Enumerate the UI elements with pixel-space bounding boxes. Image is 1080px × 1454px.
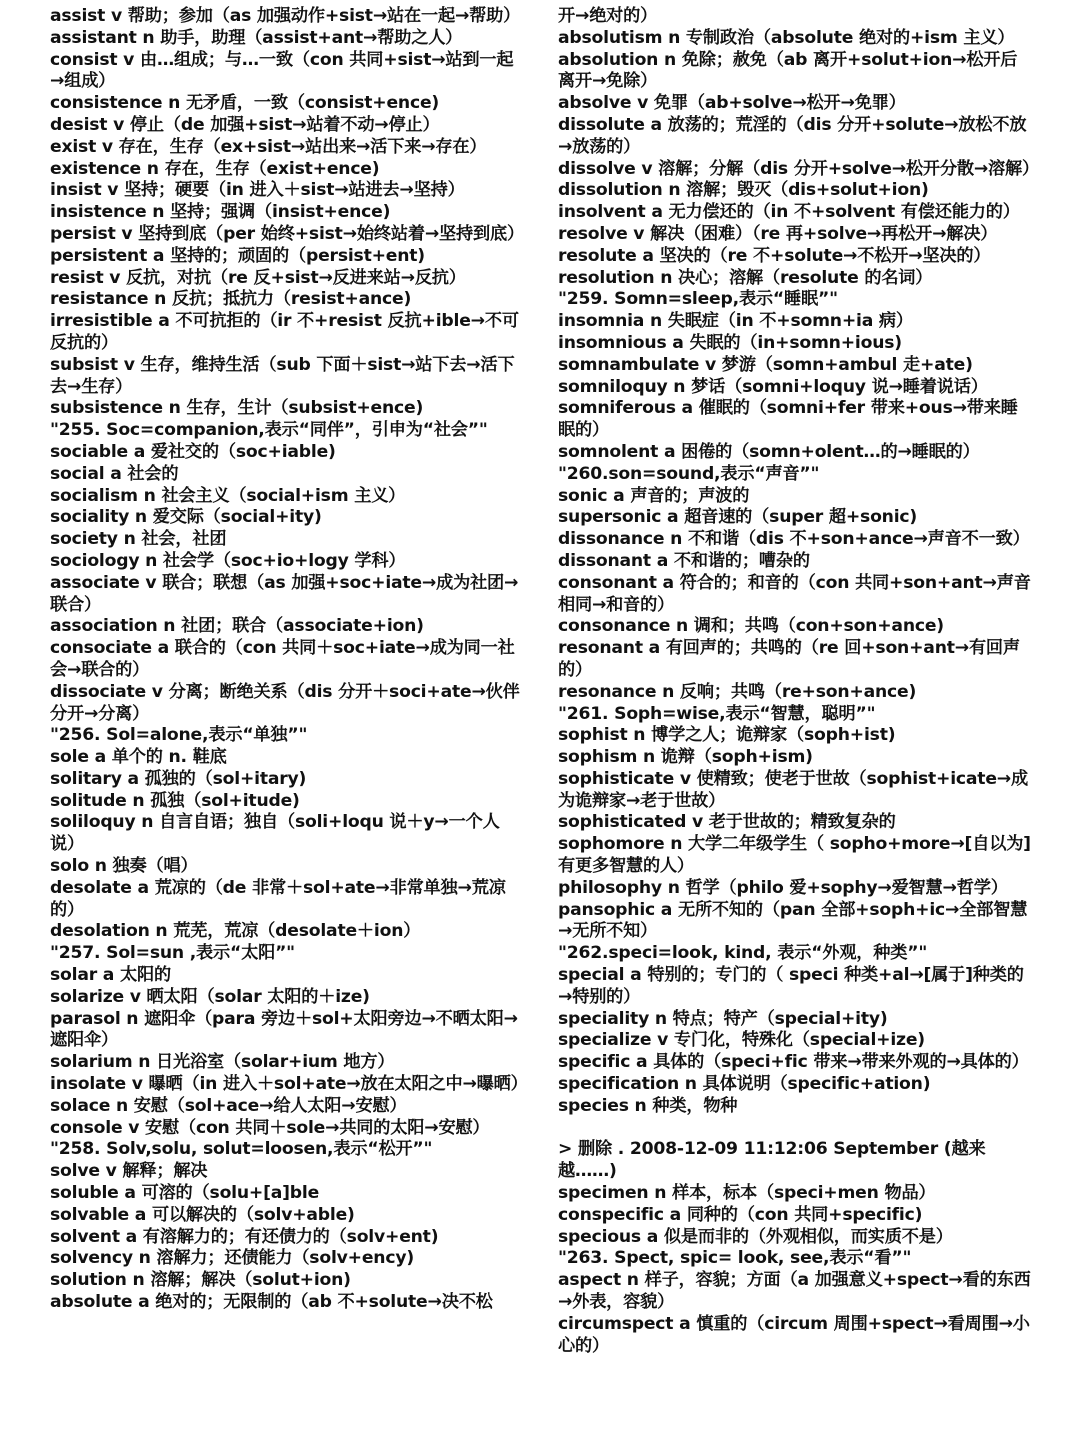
entry: subsist v 生存，维持生活（sub 下面＋sist→站下去→活下去→生存）	[50, 354, 515, 397]
entry: socialism n 社会主义（social+ism 主义）	[50, 485, 406, 506]
section-heading: "256. Sol=alone,表示“单独”"	[50, 725, 308, 746]
entry: somnambulate v 梦游（somn+ambul 走+ate)	[558, 354, 973, 375]
entry: consociate a 联合的（con 共同＋soc+iate→成为同一社会→联合的）	[50, 638, 515, 680]
entry: absolutism n 专制政治（absolute 绝对的+ism 主义）	[558, 27, 1015, 48]
entry: desist v 停止（de 加强+sist→站着不动→停止）	[50, 114, 440, 135]
entry: aspect n 样子，容貌；方面（a 加强意义+spect→看的东西→外表，容貌）	[558, 1270, 1031, 1313]
entry: dissociate v 分离；断绝关系（dis 分开＋soci+ate→伙伴分开→分离）	[50, 681, 520, 724]
entry: persistent a 坚持的；顽固的（persist+ent)	[50, 245, 425, 266]
section-heading: "258. Solv,solu, solut=loosen,表示“松开”"	[50, 1139, 433, 1160]
section-heading: "255. Soc=companion,表示“同伴”，引申为“社会”"	[50, 420, 488, 441]
entry: specialize v 专门化，特殊化（special+ize)	[558, 1030, 925, 1051]
entry: resonance n 反响；共鸣（re+son+ance)	[558, 681, 917, 702]
entry: parasol n 遮阳伞（para 旁边＋sol+太阳旁边→不晒太阳→遮阳伞）	[50, 1008, 518, 1051]
left-column	[50, 6, 528, 1314]
entry: consonant a 符合的；和音的（con 共同+son+ant→声音相同→和音的）	[558, 572, 1031, 615]
entry: supersonic a 超音速的（super 超+sonic)	[558, 507, 918, 528]
entry: insolvent a 无力偿还的（in 不+solvent 有偿还能力的）	[558, 202, 1020, 223]
entry: consistence n 无矛盾，一致（consist+ence)	[50, 93, 440, 114]
entry: solo n 独奏（唱）	[50, 856, 198, 877]
entry: dissonant a 不和谐的；嘈杂的	[558, 550, 810, 571]
section-heading: "260.son=sound,表示“声音”"	[558, 463, 820, 484]
entry: resolve v 解决（困难）（re 再+solve→再松开→解决）	[558, 223, 998, 244]
entry: solace n 安慰（sol+ace→给人太阳→安慰）	[50, 1095, 407, 1116]
entry: sophism n 诡辩（soph+ism)	[558, 747, 813, 768]
entry: absolve v 免罪（ab+solve→松开→免罪）	[558, 93, 906, 114]
section-heading: "257. Sol=sun ,表示“太阳”"	[50, 943, 295, 964]
entry: exist v 存在，生存（ex+sist→站出来→活下来→存在）	[50, 136, 487, 157]
entry: specimen n 样本，标本（speci+men 物品）	[558, 1183, 936, 1204]
entry: irresistible a 不可抗拒的（ir 不+resist 反抗+ible→不可反抗的）	[50, 311, 519, 353]
entry: sole a 单个的 n. 鞋底	[50, 747, 227, 768]
entry: 开→绝对的）	[558, 6, 658, 26]
entry: somniloquy n 梦话（somni+loquy 说→睡着说话）	[558, 376, 988, 397]
entry: philosophy n 哲学（philo 爱+sophy→爱智慧→哲学）	[558, 877, 1008, 898]
entry: insolate v 曝晒（in 进入＋sol+ate→放在太阳之中→曝晒）	[50, 1074, 528, 1095]
entry: solarize v 晒太阳（solar 太阳的＋ize)	[50, 986, 370, 1007]
entry: resistance n 反抗；抵抗力（resist+ance)	[50, 289, 412, 310]
entry: assistant n 助手，助理（assist+ant→帮助之人）	[50, 27, 463, 48]
section-heading: "261. Soph=wise,表示“智慧，聪明”"	[558, 703, 876, 724]
entry: insomnia n 失眠症（in 不+somn+ia 病）	[558, 311, 913, 332]
entry: insist v 坚持；硬要（in 进入＋sist→站进去→坚持）	[50, 180, 465, 201]
entry: insistence n 坚持；强调（insist+ence)	[50, 202, 391, 223]
entry: soluble a 可溶的（solu+[a]ble	[50, 1183, 320, 1204]
entry: soliloquy n 自言自语；独自（soli+loqu 说＋y→一个人说）	[50, 812, 500, 855]
entry: dissolution n 溶解；毁灭（dis+solut+ion)	[558, 180, 929, 201]
entry: dissonance n 不和谐（dis 不+son+ance→声音不一致）	[558, 529, 1030, 550]
delete-note: > 删除 . 2008-12-09 11:12:06 September (越来越……)	[558, 1139, 986, 1182]
entry: specific a 具体的（speci+fic 带来→带来外观的→具体的）	[558, 1052, 1029, 1073]
entry: sophist n 博学之人；诡辩家（soph+ist)	[558, 725, 896, 746]
entry: sophisticate v 使精致；使老于世故（sophist+icate→成为诡辩家→老于世故）	[558, 768, 1028, 811]
entry: solitary a 孤独的（sol+itary)	[50, 768, 307, 789]
entry: resolute a 坚决的（re 不+solute→不松开→坚决的）	[558, 245, 991, 266]
entry: console v 安慰（con 共同＋sole→共同的太阳→安慰）	[50, 1117, 490, 1138]
entry: social a 社会的	[50, 463, 179, 484]
entry: specious a 似是而非的（外观相似，而实质不是）	[558, 1226, 953, 1247]
entry: subsistence n 生存，生计（subsist+ence)	[50, 398, 424, 419]
entry: circumspect a 慎重的（circum 周围+spect→看周围→小心的）	[558, 1313, 1030, 1356]
entry: somniferous a 催眠的（somni+fer 带来+ous→带来睡眠的）	[558, 398, 1018, 441]
entry: resonant a 有回声的；共鸣的（re 回+son+ant→有回声的）	[558, 638, 1020, 680]
entry: society n 社会，社团	[50, 529, 227, 550]
entry: persist v 坚持到底（per 始终+sist→始终站着→坚持到底）	[50, 223, 524, 244]
blank-line	[558, 1118, 1032, 1140]
entry: solvable a 可以解决的（solv+able)	[50, 1204, 355, 1225]
entry: solvency n 溶解力；还债能力（solv+ency)	[50, 1248, 414, 1269]
entry: solution n 溶解；解决（solut+ion)	[50, 1270, 351, 1291]
entry: dissolute a 放荡的；荒淫的（dis 分开+solute→放松不放→放荡的）	[558, 114, 1027, 157]
entry: desolation n 荒芜，荒凉（desolate＋ion）	[50, 921, 421, 942]
section-heading: "262.speci=look, kind, 表示“外观，种类”"	[558, 943, 928, 964]
entry: insomnious a 失眠的（in+somn+ious)	[558, 332, 902, 353]
entry: conspecific a 同种的（con 共同+specific)	[558, 1204, 923, 1225]
entry: sociality n 爱交际（social+ity)	[50, 507, 322, 528]
entry: sonic a 声音的；声波的	[558, 485, 750, 506]
section-heading: "259. Somn=sleep,表示“睡眠”"	[558, 289, 838, 310]
entry: specification n 具体说明（specific+ation)	[558, 1074, 931, 1095]
entry: desolate a 荒凉的（de 非常＋sol+ate→非常单独→荒凉的）	[50, 877, 506, 920]
entry: species n 种类，物种	[558, 1095, 738, 1116]
entry: solve v 解释；解决	[50, 1161, 208, 1182]
entry: speciality n 特点；特产（special+ity)	[558, 1008, 888, 1029]
entry: assist v 帮助；参加（as 加强动作+sist→站在一起→帮助）	[50, 6, 521, 26]
entry: solarium n 日光浴室（solar+ium 地方）	[50, 1052, 395, 1073]
entry: solitude n 孤独（sol+itude)	[50, 790, 300, 811]
entry: dissolve v 溶解；分解（dis 分开+solve→松开分散→溶解）	[558, 158, 1040, 179]
entry: special a 特别的；专门的（ speci 种类+al→[属于]种类的→特别的）	[558, 965, 1024, 1007]
entry: somnolent a 困倦的（somn+olent…的→睡眠的）	[558, 441, 980, 462]
entry: consonance n 调和；共鸣（con+son+ance)	[558, 616, 944, 637]
entry: sophomore n 大学二年级学生（ sopho+more→[自以为]有更多智慧的人）	[558, 834, 1031, 877]
right-column	[558, 6, 1040, 1357]
entry: resist v 反抗，对抗（re 反+sist→反进来站→反抗）	[50, 267, 466, 288]
entry: resolution n 决心；溶解（resolute 的名词）	[558, 267, 933, 288]
entry: solvent a 有溶解力的；有还债力的（solv+ent)	[50, 1226, 439, 1247]
entry: sophisticated v 老于世故的；精致复杂的	[558, 812, 896, 833]
entry: pansophic a 无所不知的（pan 全部+soph+ic→全部智慧→无所不知）	[558, 899, 1028, 942]
entry: absolution n 免除；赦免（ab 离开+solut+ion→松开后离开→免除）	[558, 49, 1018, 92]
entry: association n 社团；联合（associate+ion)	[50, 616, 424, 637]
entry: associate v 联合；联想（as 加强+soc+iate→成为社团→联合）	[50, 572, 519, 615]
entry: sociology n 社会学（soc+io+logy 学科）	[50, 550, 406, 571]
entry: existence n 存在，生存（exist+ence)	[50, 158, 380, 179]
entry: solar a 太阳的	[50, 965, 171, 986]
section-heading: "263. Spect, spic= look, see,表示“看”"	[558, 1248, 912, 1269]
entry: sociable a 爱社交的（soc+iable)	[50, 441, 336, 462]
entry: absolute a 绝对的；无限制的（ab 不+solute→决不松	[50, 1292, 493, 1313]
entry: consist v 由…组成；与…一致（con 共同+sist→站到一起→组成）	[50, 49, 514, 92]
